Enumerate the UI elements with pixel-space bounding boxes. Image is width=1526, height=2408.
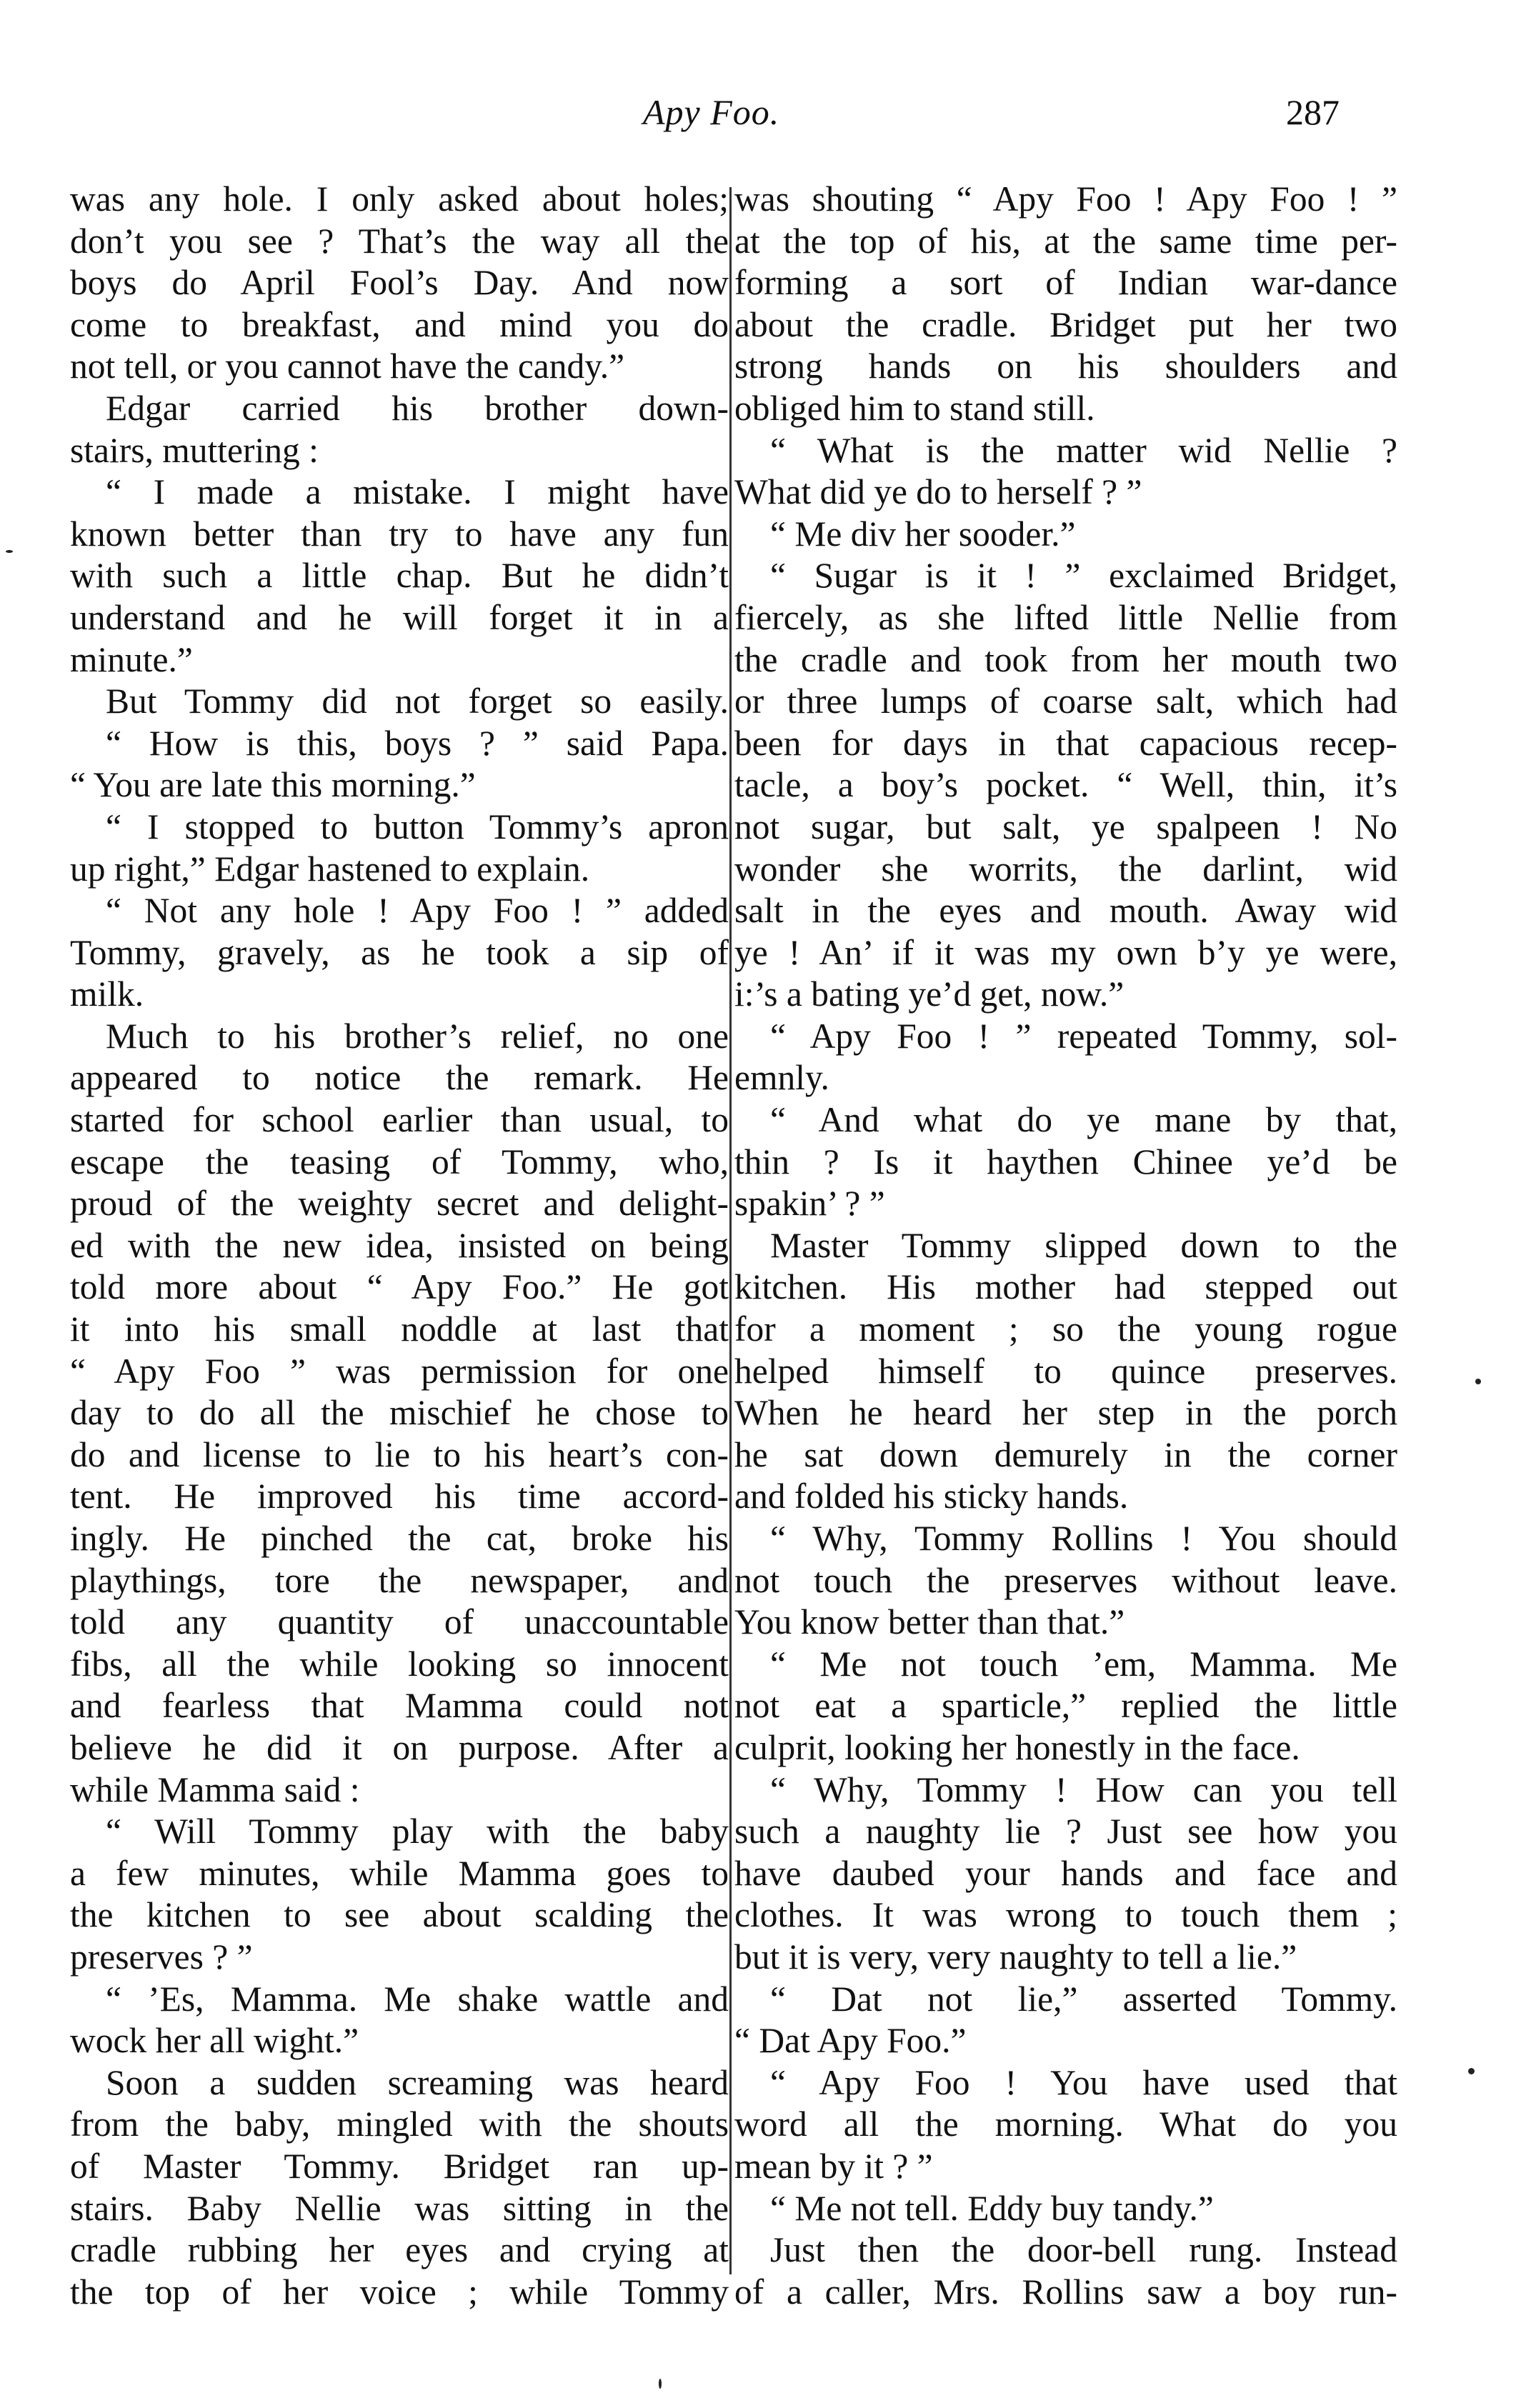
text-line: “ Dat not lie,” asserted Tommy.: [770, 1979, 1397, 2019]
text-line: not eat a sparticle,” replied the little: [734, 1686, 1397, 1726]
page-header: [0, 91, 1526, 149]
text-line: and fearless that Mamma could not: [70, 1686, 729, 1726]
text-line: clothes. It was wrong to touch them ;: [734, 1895, 1397, 1935]
running-title: Apy Foo.: [643, 92, 780, 132]
text-line: proud of the weighty secret and delight-: [70, 1184, 729, 1224]
text-line: such a naughty lie ? Just see how you: [734, 1812, 1397, 1852]
text-line: “ Me not tell. Eddy buy tandy.”: [770, 2188, 1214, 2228]
text-line: playthings, tore the newspaper, and: [70, 1560, 729, 1600]
text-line: of Master Tommy. Bridget ran up-: [70, 2146, 729, 2186]
text-line: a few minutes, while Mamma goes to: [70, 1853, 729, 1893]
text-line: You know better than that.”: [734, 1602, 1125, 1642]
text-line: “ Me not touch ’em, Mamma. Me: [770, 1644, 1397, 1684]
text-line: day to do all the mischief he chose to: [70, 1393, 729, 1433]
print-speck: [659, 2379, 662, 2389]
text-line: while Mamma said :: [70, 1769, 360, 1809]
text-line: culprit, looking her honestly in the face.: [734, 1727, 1300, 1767]
text-line: tacle, a boy’s pocket. “ Well, thin, it’s: [734, 765, 1397, 805]
text-line: mean by it ? ”: [734, 2146, 933, 2186]
column-divider: [729, 187, 732, 2274]
text-line: ed with the new idea, insisted on being: [70, 1225, 729, 1265]
text-line: “ Apy Foo ! You have used that: [770, 2062, 1397, 2102]
text-line: “ Apy Foo ! ” repeated Tommy, sol-: [770, 1016, 1397, 1056]
text-line: forming a sort of Indian war-dance: [734, 263, 1397, 303]
text-line: Much to his brother’s relief, no one: [106, 1016, 729, 1056]
text-line: What did ye do to herself ? ”: [734, 472, 1142, 512]
text-line: the cradle and took from her mouth two: [734, 639, 1397, 679]
text-line: preserves ? ”: [70, 1937, 253, 1977]
text-line: fiercely, as she lifted little Nellie from: [734, 597, 1397, 637]
text-line: spakin’ ? ”: [734, 1184, 885, 1224]
text-line: the top of her voice ; while Tommy: [70, 2272, 729, 2312]
text-line: boys do April Fool’s Day. And now: [70, 263, 729, 303]
text-line: word all the morning. What do you: [734, 2104, 1397, 2144]
text-line: for a moment ; so the young rogue: [734, 1309, 1397, 1349]
text-line: tent. He improved his time accord-: [70, 1477, 729, 1517]
text-line: “ I stopped to button Tommy’s apron: [106, 806, 729, 846]
left-text-column: [70, 179, 729, 2313]
text-line: or three lumps of coarse salt, which had: [734, 681, 1397, 721]
text-line: ingly. He pinched the cat, broke his: [70, 1519, 729, 1558]
text-line: not tell, or you cannot have the candy.”: [70, 346, 625, 386]
text-line: “ And what do ye mane by that,: [770, 1100, 1397, 1140]
text-line: stairs, muttering :: [70, 430, 319, 470]
text-line: about the cradle. Bridget put her two: [734, 304, 1397, 344]
page-number: 287: [1286, 92, 1340, 132]
text-line: strong hands on his shoulders and: [734, 346, 1397, 386]
text-line: appeared to notice the remark. He: [70, 1058, 729, 1098]
text-line: Just then the door-bell rung. Instead: [770, 2230, 1397, 2270]
text-line: But Tommy did not forget so easily.: [106, 681, 729, 721]
text-line: milk.: [70, 974, 144, 1014]
text-line: helped himself to quince preserves.: [734, 1351, 1397, 1391]
text-line: When he heard her step in the porch: [734, 1393, 1397, 1433]
text-line: i:’s a bating ye’d get, now.”: [734, 974, 1124, 1014]
text-line: salt in the eyes and mouth. Away wid: [734, 891, 1397, 931]
text-line: Tommy, gravely, as he took a sip of: [70, 932, 729, 972]
text-line: with such a little chap. But he didn’t: [70, 556, 729, 596]
print-speck: [1475, 1379, 1481, 1384]
text-line: up right,” Edgar hastened to explain.: [70, 849, 590, 889]
text-line: stairs. Baby Nellie was sitting in the: [70, 2188, 729, 2228]
text-line: minute.”: [70, 639, 193, 679]
text-line: from the baby, mingled with the shouts: [70, 2104, 729, 2144]
text-line: do and license to lie to his heart’s con-: [70, 1434, 729, 1474]
text-line: was any hole. I only asked about holes;: [70, 179, 729, 219]
text-line: he sat down demurely in the corner: [734, 1434, 1397, 1474]
text-line: escape the teasing of Tommy, who,: [70, 1141, 729, 1181]
text-line: but it is very, very naughty to tell a lie.”: [734, 1937, 1297, 1977]
text-line: fibs, all the while looking so innocent: [70, 1644, 729, 1684]
text-line: started for school earlier than usual, to: [70, 1100, 729, 1140]
text-line: Soon a sudden screaming was heard: [106, 2062, 729, 2102]
text-line: have daubed your hands and face and: [734, 1853, 1397, 1893]
text-line: cradle rubbing her eyes and crying at: [70, 2230, 729, 2270]
text-line: not touch the preserves without leave.: [734, 1560, 1397, 1600]
text-line: “ Sugar is it ! ” exclaimed Bridget,: [770, 556, 1397, 596]
text-line: of a caller, Mrs. Rollins saw a boy run-: [734, 2272, 1397, 2312]
text-line: at the top of his, at the same time per-: [734, 221, 1397, 261]
text-line: was shouting “ Apy Foo ! Apy Foo ! ”: [734, 179, 1397, 219]
text-line: kitchen. His mother had stepped out: [734, 1267, 1397, 1307]
text-line: “ Will Tommy play with the baby: [106, 1812, 729, 1852]
text-line: not sugar, but salt, ye spalpeen ! No: [734, 806, 1397, 846]
text-line: told any quantity of unaccountable: [70, 1602, 729, 1642]
print-speck: [6, 550, 13, 553]
text-line: “ Apy Foo ” was permission for one: [70, 1351, 729, 1391]
text-line: obliged him to stand still.: [734, 388, 1095, 428]
text-line: told more about “ Apy Foo.” He got: [70, 1267, 729, 1307]
text-line: “ What is the matter wid Nellie ?: [770, 430, 1397, 470]
text-line: understand and he will forget it in a: [70, 597, 729, 637]
text-line: “ Why, Tommy Rollins ! You should: [770, 1519, 1397, 1558]
right-text-column: [734, 179, 1397, 2313]
text-line: emnly.: [734, 1058, 829, 1098]
text-line: “ Not any hole ! Apy Foo ! ” added: [106, 891, 729, 931]
text-line: believe he did it on purpose. After a: [70, 1727, 729, 1767]
text-line: “ I made a mistake. I might have: [106, 472, 729, 512]
text-line: thin ? Is it haythen Chinee ye’d be: [734, 1141, 1397, 1181]
text-line: ye ! An’ if it was my own b’y ye were,: [734, 932, 1397, 972]
text-line: “ You are late this morning.”: [70, 765, 476, 805]
text-line: “ Me div her sooder.”: [770, 514, 1076, 554]
print-speck: [1468, 2068, 1475, 2074]
text-line: Edgar carried his brother down-: [106, 388, 729, 428]
text-line: come to breakfast, and mind you do: [70, 304, 729, 344]
text-line: wock her all wight.”: [70, 2021, 359, 2061]
text-line: wonder she worrits, the darlint, wid: [734, 849, 1397, 889]
text-line: it into his small noddle at last that: [70, 1309, 729, 1349]
text-line: the kitchen to see about scalding the: [70, 1895, 729, 1935]
text-line: known better than try to have any fun: [70, 514, 729, 554]
text-line: “ ’Es, Mamma. Me shake wattle and: [106, 1979, 729, 2019]
text-line: Master Tommy slipped down to the: [770, 1225, 1397, 1265]
text-line: been for days in that capacious recep-: [734, 723, 1397, 763]
text-line: don’t you see ? That’s the way all the: [70, 221, 729, 261]
text-line: “ Dat Apy Foo.”: [734, 2021, 967, 2061]
text-line: and folded his sticky hands.: [734, 1477, 1129, 1517]
text-line: “ Why, Tommy ! How can you tell: [770, 1769, 1397, 1809]
text-line: “ How is this, boys ? ” said Papa.: [106, 723, 729, 763]
